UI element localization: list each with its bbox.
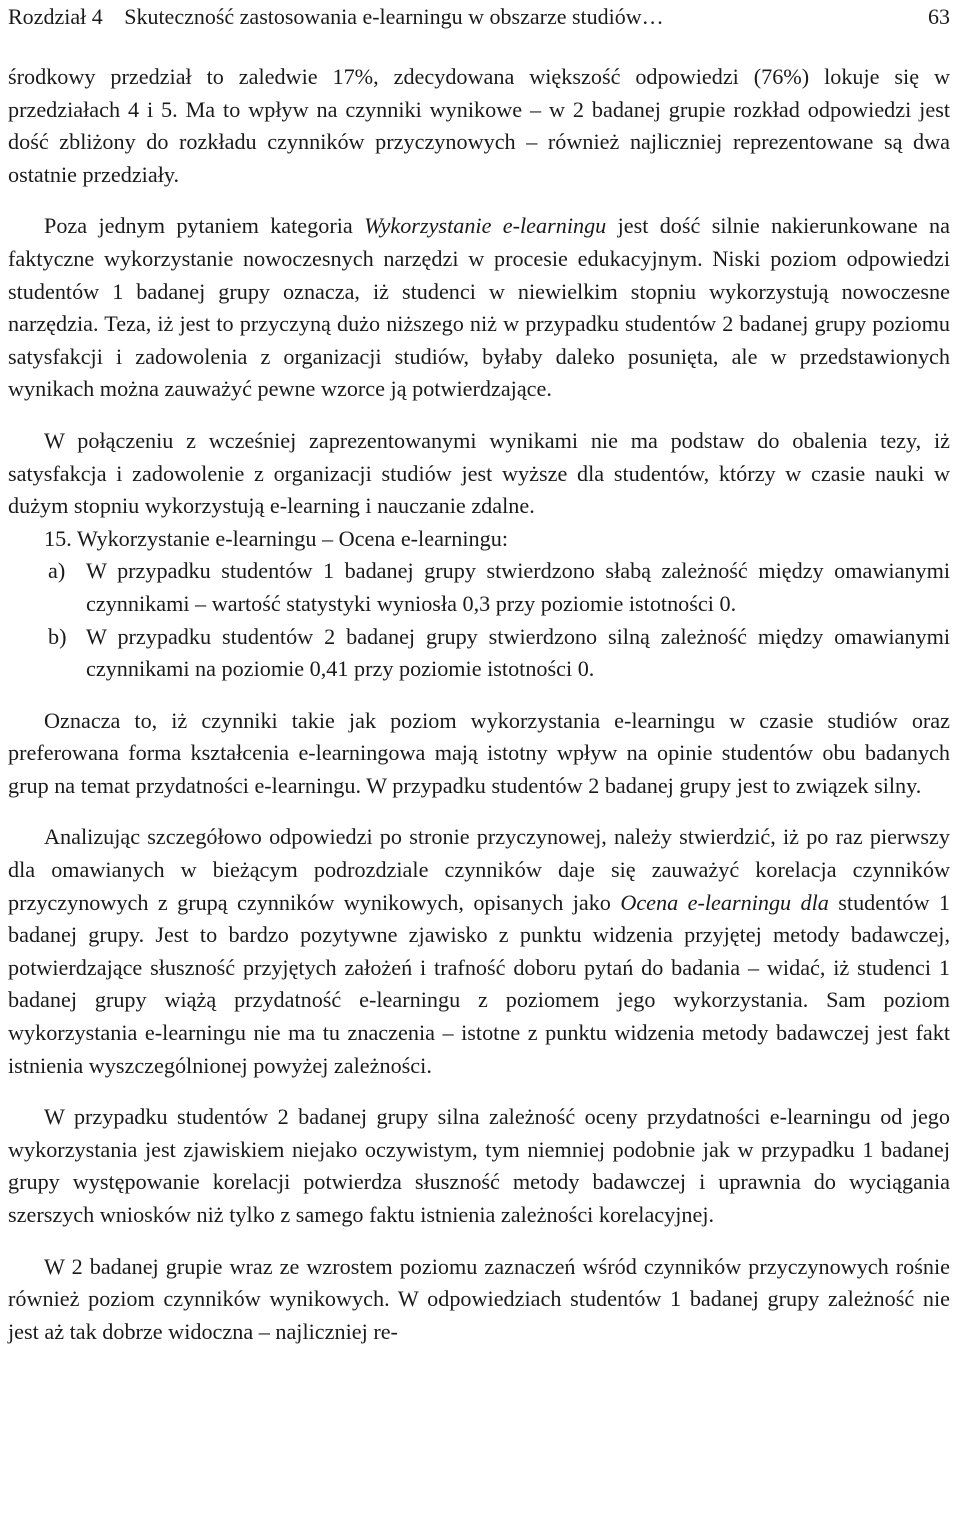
list-marker: b) [48, 623, 67, 649]
list-title: 15. Wykorzystanie e-learningu – Ocena e-learningu: [44, 525, 509, 551]
paragraph: W połączeniu z wcześniej zaprezentowanymi wynikami nie ma podstaw do obalenia tezy, iż satysfakcja i zadowolenie z organizacji studiów jest wyższe dla studentów, którzy w czasie nauki w dużym stopniu wykorzystują e-learning i nauczanie zdalne. [8, 427, 950, 519]
header-left [8, 2, 664, 32]
chapter-title: Skuteczność zastosowania e-learningu w obszarze studiów… [124, 4, 664, 29]
list-item-text: W przypadku studentów 2 badanej grupy stwierdzono silną zależność między omawianymi czynnikami na poziomie 0,41 przy poziomie istotności 0. [86, 623, 950, 682]
paragraph: Oznacza to, iż czynniki takie jak poziom wykorzystania e-learningu w czasie studiów oraz preferowana forma kształcenia e-learningowa mają istotny wpływ na opinie studentów obu badanych grup na temat przydatności e-learningu. W przypadku studentów 2 badanej grupy jest to związek silny. [8, 707, 950, 798]
paragraph [8, 210, 950, 406]
paragraph: W przypadku studentów 2 badanej grupy silna zależność oceny przydatności e-learningu od jego wykorzystania jest zjawiskiem niejako oczywistym, tym niemniej podobnie jak w przypadku 1 badanej grupy występowanie korelacji potwierdza słuszność metody badawczej i uprawnia do wyciągania szerszych wniosków niż tylko z samego faktu istnienia zależności korelacyjnej. [8, 1104, 950, 1227]
list-marker: a) [48, 558, 66, 584]
emphasis-text: Wykorzystanie e-learningu [364, 213, 607, 239]
emphasis-text: Ocena e-learningu dla [620, 889, 829, 915]
paragraph-text: Analizując szczegółowo odpowiedzi po stronie przyczynowej, należy stwierdzić, iż po raz pierwszy dla omawianych w bieżącym podrozdziale czynników daje się zauważyć korelacja czynników przyczynowych z grupą czynników wynikowych, opisanych jako [8, 824, 950, 915]
list-item [8, 555, 950, 620]
paragraph-text: jest dość silnie nakierunkowane na faktyczne wykorzystanie nowoczesnych narzędzi w procesie edukacyjnym. Niski poziom odpowiedzi studentów 1 badanej grupy oznacza, iż studenci w niewielkim stopniu wykorzystują nowoczesne narzędzia. Teza, iż jest to przyczyną dużo niższego niż w przypadku studentów 2 badanej grupy poziomu satysfakcji i zadowolenia z organizacji studiów, byłaby daleko posunięta, ale w przedstawionych wynikach można zauważyć pewne wzorce ją potwierdzające. [8, 213, 950, 402]
page-number: 63 [928, 4, 950, 29]
paragraph-text: studentów 1 badanej grupy. Jest to bardzo pozytywne zjawisko z punktu widzenia przyjętej metody badawczej, potwierdzające słuszność przyjętych założeń i trafność doboru pytań do badania – widać, iż studenci 1 badanej grupy wiążą przydatność e-learningu z poziomem jego wykorzystania. Sam poziom wykorzystania e-learningu nie ma tu znaczenia – istotne z punktu widzenia metody badawczej jest fakt istnienia wyszczególnionej powyżej zależności. [8, 889, 950, 1078]
list-item-text: W przypadku studentów 1 badanej grupy stwierdzono słabą zależność między omawianymi czynnikami – wartość statystyki wyniosła 0,3 przy poziomie istotności 0. [86, 558, 950, 616]
paragraph-text: Poza jednym pytaniem kategoria [44, 213, 365, 239]
list-item [8, 621, 950, 686]
chapter-label: Rozdział 4 [8, 4, 103, 29]
running-header [8, 0, 950, 42]
paragraph: W 2 badanej grupie wraz ze wzrostem poziomu zaznaczeń wśród czynników przyczynowych rośnie również poziom czynników wynikowych. W odpowiedziach studentów 1 badanej grupy zależność nie jest aż tak dobrze widoczna – najliczniej re- [8, 1253, 950, 1344]
paragraph [8, 821, 950, 1082]
paragraph: środkowy przedział to zaledwie 17%, zdecydowana większość odpowiedzi (76%) lokuje się w przedziałach 4 i 5. Ma to wpływ na czynniki wynikowe – w 2 badanej grupie rozkład odpowiedzi jest dość zbliżony do rozkładu czynników przyczynowych – również najliczniej reprezentowane są dwa ostatnie przedziały. [8, 64, 950, 187]
body-text [8, 61, 950, 1348]
